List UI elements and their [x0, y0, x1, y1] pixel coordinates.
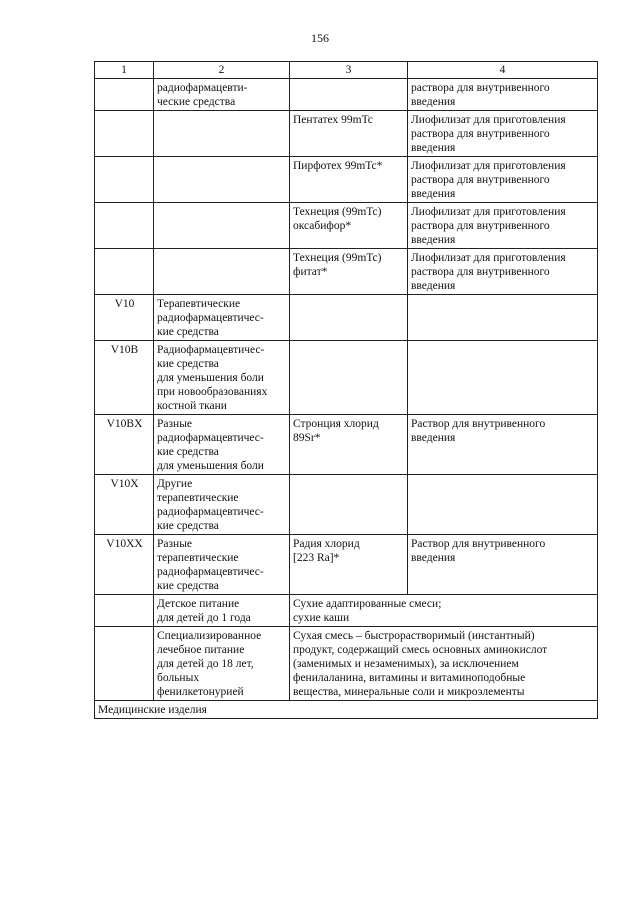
dosage-form-cell: [408, 341, 598, 415]
group-name-cell: [154, 111, 290, 157]
atc-code-cell: [95, 249, 154, 295]
dosage-form-cell: Лиофилизат для приготовления раствора для внутривенного введения: [408, 157, 598, 203]
atc-code-cell: [95, 595, 154, 627]
section-row: [95, 701, 598, 719]
table-row: [95, 535, 598, 595]
dosage-form-cell: [408, 295, 598, 341]
atc-code-cell: [95, 157, 154, 203]
drug-name-cell: [290, 341, 408, 415]
group-name-cell: Специализированное лечебное питание для детей до 18 лет, больных фенилкетонурией: [154, 627, 290, 701]
column-header: 1: [95, 62, 154, 79]
dosage-form-cell: [408, 475, 598, 535]
dosage-form-cell: Раствор для внутривенного введения: [408, 535, 598, 595]
group-name-cell: радиофармацевти- ческие средства: [154, 79, 290, 111]
atc-code-cell: [95, 111, 154, 157]
page-number: 156: [311, 31, 329, 45]
drug-name-cell: Стронция хлорид 89Sr*: [290, 415, 408, 475]
atc-code-cell: V10X: [95, 475, 154, 535]
drug-name-cell: [290, 475, 408, 535]
atc-code-cell: [95, 79, 154, 111]
section-title-cell: Медицинские изделия: [95, 701, 598, 719]
product-description-cell: Сухая смесь – быстрорастворимый (инстантный) продукт, содержащий смесь основных аминокислот (заменимых и незаменимых), за исключением фенилаланина, витамины и витаминоподобные вещества, минеральные соли и микроэлементы: [290, 627, 598, 701]
column-header: 3: [290, 62, 408, 79]
table-row: [95, 341, 598, 415]
table-row: [95, 157, 598, 203]
drug-name-cell: [290, 79, 408, 111]
atc-code-cell: [95, 203, 154, 249]
dosage-form-cell: Лиофилизат для приготовления раствора для внутривенного введения: [408, 203, 598, 249]
drug-name-cell: Радия хлорид [223 Ra]*: [290, 535, 408, 595]
drug-name-cell: Технеция (99mTc) оксабифор*: [290, 203, 408, 249]
table-row: [95, 475, 598, 535]
product-description-cell: Сухие адаптированные смеси; сухие каши: [290, 595, 598, 627]
table-row: [95, 203, 598, 249]
drug-name-cell: Пентатех 99mTc: [290, 111, 408, 157]
dosage-form-cell: раствора для внутривенного введения: [408, 79, 598, 111]
drug-name-cell: Пирфотех 99mTc*: [290, 157, 408, 203]
group-name-cell: Разные терапевтические радиофармацевтичес- кие средства: [154, 535, 290, 595]
atc-code-cell: V10B: [95, 341, 154, 415]
table-row: [95, 295, 598, 341]
column-header: 4: [408, 62, 598, 79]
group-name-cell: [154, 157, 290, 203]
atc-code-cell: V10XX: [95, 535, 154, 595]
table-row: [95, 79, 598, 111]
document-table: [94, 61, 598, 719]
atc-code-cell: V10: [95, 295, 154, 341]
dosage-form-cell: Раствор для внутривенного введения: [408, 415, 598, 475]
group-name-cell: [154, 203, 290, 249]
group-name-cell: Разные радиофармацевтичес- кие средства для уменьшения боли: [154, 415, 290, 475]
atc-code-cell: V10BX: [95, 415, 154, 475]
table-header-row: [95, 62, 598, 79]
drug-name-cell: Технеция (99mTc) фитат*: [290, 249, 408, 295]
dosage-form-cell: Лиофилизат для приготовления раствора для внутривенного введения: [408, 249, 598, 295]
dosage-form-cell: Лиофилизат для приготовления раствора для внутривенного введения: [408, 111, 598, 157]
atc-code-cell: [95, 627, 154, 701]
table-row: [95, 595, 598, 627]
group-name-cell: Детское питание для детей до 1 года: [154, 595, 290, 627]
group-name-cell: Терапевтические радиофармацевтичес- кие средства: [154, 295, 290, 341]
table-row: [95, 111, 598, 157]
group-name-cell: [154, 249, 290, 295]
table-row: [95, 415, 598, 475]
group-name-cell: Другие терапевтические радиофармацевтичес- кие средства: [154, 475, 290, 535]
table-row: [95, 249, 598, 295]
drug-name-cell: [290, 295, 408, 341]
column-header: 2: [154, 62, 290, 79]
table-row: [95, 627, 598, 701]
group-name-cell: Радиофармацевтичес- кие средства для уменьшения боли при новообразованиях костной ткани: [154, 341, 290, 415]
